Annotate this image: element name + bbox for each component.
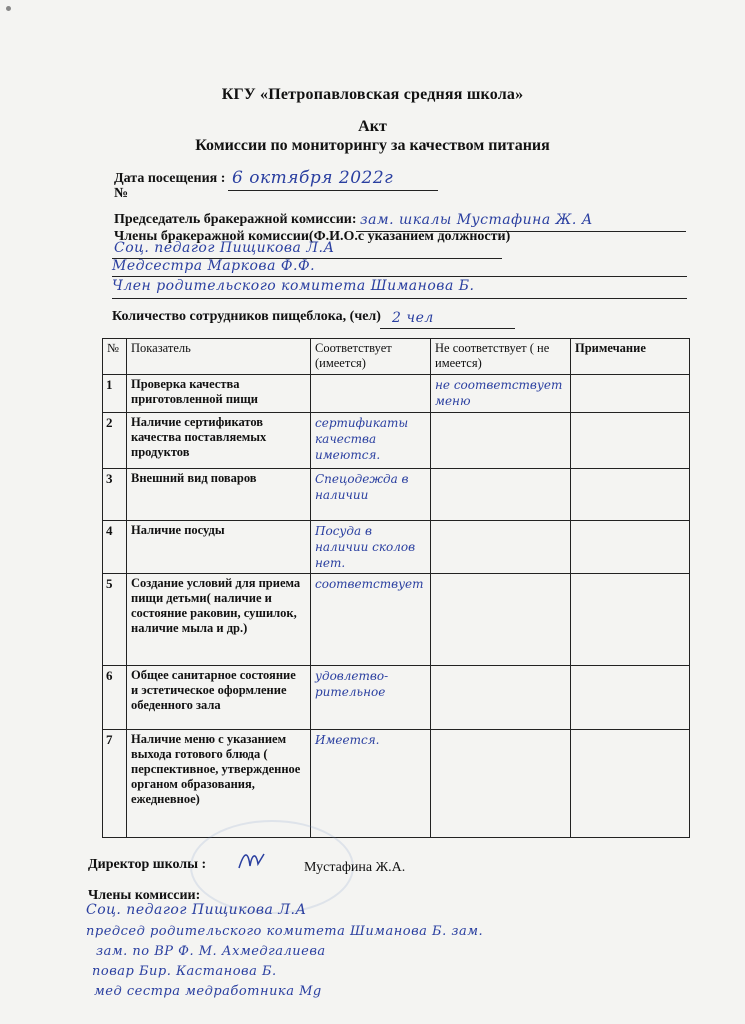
row-num: 6 [103, 666, 127, 730]
row-complies: Имеется. [311, 730, 431, 838]
member-value-2: Медсестра Маркова Ф.Ф. [112, 258, 316, 274]
row-note [571, 521, 690, 574]
visit-date-value: 6 октября 2022г [232, 168, 394, 188]
table-row [103, 730, 690, 838]
chairman-label: Председатель бракеражной комиссии: [114, 212, 357, 227]
scan-dot [6, 6, 11, 11]
table-row [103, 574, 690, 666]
row-note [571, 666, 690, 730]
table-row [103, 413, 690, 469]
member-value-3: Член родительского комитета Шимановa Б. [112, 278, 475, 294]
row-complies: соответствует [311, 574, 431, 666]
member-value-1: Соц. педагог Пищикова Л.А [114, 240, 335, 256]
director-label: Директор школы : [88, 857, 207, 872]
chairman-value: зам. шкалы Мустафина Ж. А [360, 212, 593, 228]
table-header-row [103, 339, 690, 375]
visit-date-line [228, 190, 438, 191]
row-not-complies [431, 730, 571, 838]
row-complies: Спецодежда в наличии [311, 469, 431, 521]
header-note: Примечание [571, 339, 690, 375]
staff-count-value: 2 чел [392, 310, 434, 326]
row-complies [311, 375, 431, 413]
row-note [571, 730, 690, 838]
header-complies: Соответствует (имеется) [311, 339, 431, 375]
footer-member-4: повар Бир. Кастанова Б. [92, 964, 277, 979]
row-num: 1 [103, 375, 127, 413]
member-line-2 [112, 276, 687, 277]
footer-member-2: председ родительского комитета Шиманова Б. зам. [86, 924, 484, 939]
row-num: 5 [103, 574, 127, 666]
row-num: 4 [103, 521, 127, 574]
row-not-complies [431, 413, 571, 469]
row-note [571, 413, 690, 469]
row-indicator: Наличие сертификатов качества поставляемых продуктов [127, 413, 311, 469]
row-complies: удовлетво-рительное [311, 666, 431, 730]
visit-date-label: Дата посещения : [114, 171, 226, 186]
row-indicator: Создание условий для приема пищи детьми( наличие и состояние раковин, сушилок, наличие мыла и др.) [127, 574, 311, 666]
commission-title: Комиссии по мониторингу за качеством питания [195, 137, 550, 154]
row-indicator: Наличие меню с указанием выхода готового блюда ( перспективное, утвержденное органом образования, ежедневное) [127, 730, 311, 838]
number-label: № [114, 186, 129, 201]
row-note [571, 469, 690, 521]
row-complies: сертификаты качества имеются. [311, 413, 431, 469]
staff-count-label: Количество сотрудников пищеблока, (чел) [112, 309, 381, 324]
row-not-complies [431, 574, 571, 666]
row-num: 3 [103, 469, 127, 521]
row-complies: Посуда в наличии сколов нет. [311, 521, 431, 574]
row-num: 2 [103, 413, 127, 469]
table-row [103, 666, 690, 730]
table-row [103, 375, 690, 413]
footer-member-5: мед сестра медработника Мg [94, 984, 322, 999]
header-num: № [103, 339, 127, 375]
row-not-complies: не соответствует меню [431, 375, 571, 413]
school-title: КГУ «Петропавловская средняя школа» [221, 86, 524, 103]
row-not-complies [431, 666, 571, 730]
act-title: Акт [358, 118, 387, 135]
members-label: Члены бракеражной комиссии(Ф.И.О.с указанием должности) [114, 229, 511, 244]
row-indicator: Внешний вид поваров [127, 469, 311, 521]
staff-count-line [380, 328, 515, 329]
member-line-3 [112, 298, 687, 299]
row-indicator: Общее санитарное состояние и эстетическое оформление обеденного зала [127, 666, 311, 730]
row-note [571, 574, 690, 666]
header-not-complies: Не соответствует ( не имеется) [431, 339, 571, 375]
monitoring-table [102, 338, 690, 838]
footer-member-1: Соц. педагог Пищикова Л.А [86, 902, 307, 918]
table-row [103, 521, 690, 574]
director-signature-icon [236, 848, 268, 874]
commission-members-label: Члены комиссии: [88, 888, 201, 903]
header-indicator: Показатель [127, 339, 311, 375]
row-not-complies [431, 469, 571, 521]
footer-member-3: зам. по ВР Ф. М. Ахмедгалиева [96, 944, 326, 959]
row-num: 7 [103, 730, 127, 838]
row-not-complies [431, 521, 571, 574]
table-row [103, 469, 690, 521]
row-note [571, 375, 690, 413]
row-indicator: Проверка качества приготовленной пищи [127, 375, 311, 413]
director-name: Мустафина Ж.А. [304, 860, 406, 875]
row-indicator: Наличие посуды [127, 521, 311, 574]
